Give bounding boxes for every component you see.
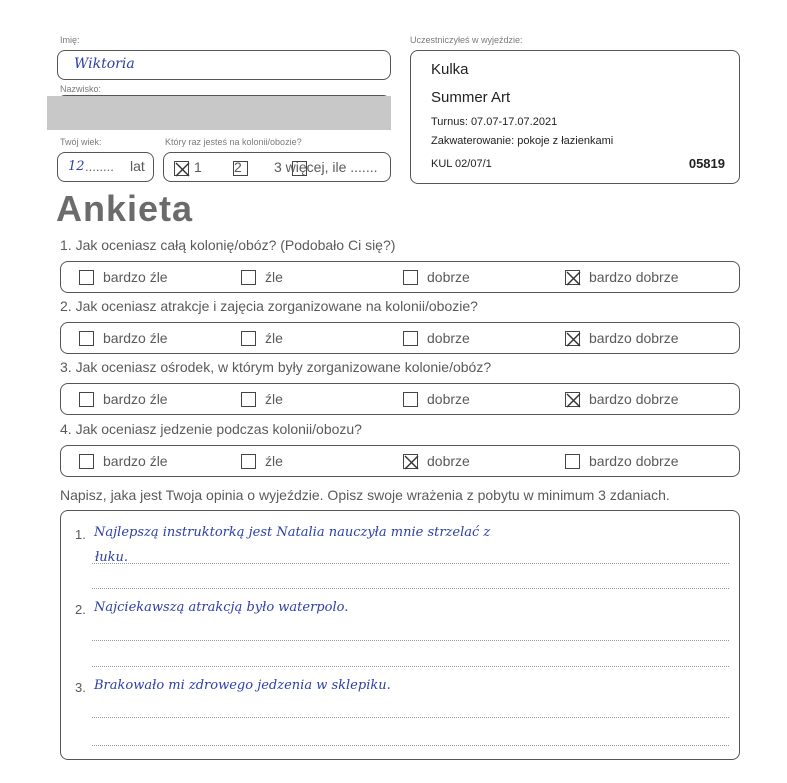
writing-line — [92, 588, 729, 589]
age-label: Twój wiek: — [60, 137, 102, 147]
writing-line — [92, 717, 729, 718]
opinion-prompt: Napisz, jaka jest Twoja opinia o wyjeździe. Opisz swoje wrażenia z pobytu w minimum 3 zdaniach. — [60, 487, 670, 503]
checkbox[interactable] — [79, 392, 94, 407]
question-1-option-2[interactable] — [241, 268, 283, 286]
option-label: dobrze — [427, 330, 470, 346]
times-checkbox-1[interactable] — [174, 161, 189, 176]
page-title: Ankieta — [56, 188, 194, 229]
answer-1-line-2: łuku. — [95, 550, 128, 565]
question-1-options — [60, 261, 740, 293]
question-4-option-2[interactable] — [241, 452, 283, 470]
checkbox[interactable] — [565, 270, 580, 285]
opinion-box[interactable] — [60, 510, 740, 760]
option-label: bardzo dobrze — [589, 330, 679, 346]
times-option-3: 3 więcej, ile ....... — [274, 159, 378, 175]
answer-3-number: 3. — [75, 680, 86, 695]
option-label: bardzo dobrze — [589, 453, 679, 469]
option-label: dobrze — [427, 391, 470, 407]
writing-line — [92, 666, 729, 667]
question-3-option-4[interactable] — [565, 390, 679, 408]
answer-2-line-1: Najciekawszą atrakcją było waterpolo. — [94, 600, 349, 615]
stub-number: 05819 — [688, 156, 725, 171]
question-4-option-3[interactable] — [403, 452, 470, 470]
checkbox[interactable] — [565, 454, 580, 469]
option-label: źle — [265, 391, 283, 407]
check-mark-icon — [175, 162, 190, 177]
question-4-option-4[interactable] — [565, 452, 679, 470]
stub-code: KUL 02/07/1 — [431, 158, 492, 170]
check-mark-icon — [566, 271, 581, 286]
question-1-option-4[interactable] — [565, 268, 679, 286]
option-label: źle — [265, 269, 283, 285]
question-1-text: 1. Jak oceniasz całą kolonię/obóz? (Podobało Ci się?) — [60, 237, 396, 253]
stub-program: Summer Art — [431, 89, 511, 106]
checkbox[interactable] — [241, 331, 256, 346]
option-label: bardzo źle — [103, 391, 168, 407]
stub-label: Uczestniczyłeś w wyjeździe: — [410, 35, 523, 45]
question-4-text: 4. Jak oceniasz jedzenie podczas kolonii/obozu? — [60, 421, 362, 437]
option-label: bardzo źle — [103, 453, 168, 469]
checkbox[interactable] — [403, 392, 418, 407]
stub-turnus: Turnus: 07.07-17.07.2021 — [431, 116, 558, 128]
question-3-text: 3. Jak oceniasz ośrodek, w którym były zorganizowane kolonie/obóz? — [60, 359, 492, 375]
question-1-option-1[interactable] — [79, 268, 168, 286]
option-label: bardzo dobrze — [589, 269, 679, 285]
question-2-option-3[interactable] — [403, 329, 470, 347]
checkbox[interactable] — [79, 270, 94, 285]
checkbox[interactable] — [403, 270, 418, 285]
option-label: bardzo źle — [103, 330, 168, 346]
option-label: bardzo dobrze — [589, 391, 679, 407]
option-label: dobrze — [427, 453, 470, 469]
age-dots: ........ — [85, 159, 114, 174]
name-field[interactable] — [57, 50, 391, 80]
check-mark-icon — [566, 332, 581, 347]
checkbox[interactable] — [79, 331, 94, 346]
question-2-option-2[interactable] — [241, 329, 283, 347]
answer-3-line-1: Brakowało mi zdrowego jedzenia w sklepiku. — [94, 678, 391, 693]
option-label: bardzo źle — [103, 269, 168, 285]
question-4-options — [60, 445, 740, 477]
stub-name: Kulka — [431, 61, 469, 78]
option-label: źle — [265, 330, 283, 346]
times-option-2: 2 — [234, 159, 242, 175]
checkbox[interactable] — [565, 392, 580, 407]
question-2-option-4[interactable] — [565, 329, 679, 347]
question-3-options — [60, 383, 740, 415]
checkbox[interactable] — [241, 392, 256, 407]
answer-1-number: 1. — [75, 527, 86, 542]
checkbox[interactable] — [403, 454, 418, 469]
answer-2-number: 2. — [75, 602, 86, 617]
stub-accommodation: Zakwaterowanie: pokoje z łazienkami — [431, 135, 614, 147]
check-mark-icon — [566, 393, 581, 408]
trip-stub — [410, 50, 740, 184]
name-value: Wiktoria — [74, 56, 135, 72]
question-3-option-2[interactable] — [241, 390, 283, 408]
question-2-options — [60, 322, 740, 354]
times-option-1: 1 — [194, 159, 202, 175]
question-3-option-3[interactable] — [403, 390, 470, 408]
answer-1-line-1: Najlepszą instruktorką jest Natalia nauczyła mnie strzelać z — [94, 525, 491, 540]
question-4-option-1[interactable] — [79, 452, 168, 470]
writing-line — [92, 745, 729, 746]
question-3-option-1[interactable] — [79, 390, 168, 408]
checkbox[interactable] — [241, 270, 256, 285]
check-mark-icon — [404, 455, 419, 470]
question-2-option-1[interactable] — [79, 329, 168, 347]
option-label: dobrze — [427, 269, 470, 285]
name-label: Imię: — [60, 35, 80, 45]
writing-line — [92, 640, 729, 641]
checkbox[interactable] — [241, 454, 256, 469]
age-value: 12 — [68, 159, 85, 174]
age-field[interactable] — [57, 152, 154, 182]
option-label: źle — [265, 453, 283, 469]
times-label: Który raz jesteś na kolonii/obozie? — [165, 137, 302, 147]
writing-line — [92, 563, 729, 564]
age-unit: lat — [130, 158, 145, 174]
question-2-text: 2. Jak oceniasz atrakcje i zajęcia zorganizowane na kolonii/obozie? — [60, 298, 478, 314]
surname-label: Nazwisko: — [60, 84, 102, 94]
redaction-bar — [47, 96, 391, 130]
times-field — [163, 152, 391, 182]
checkbox[interactable] — [79, 454, 94, 469]
checkbox[interactable] — [403, 331, 418, 346]
checkbox[interactable] — [565, 331, 580, 346]
question-1-option-3[interactable] — [403, 268, 470, 286]
